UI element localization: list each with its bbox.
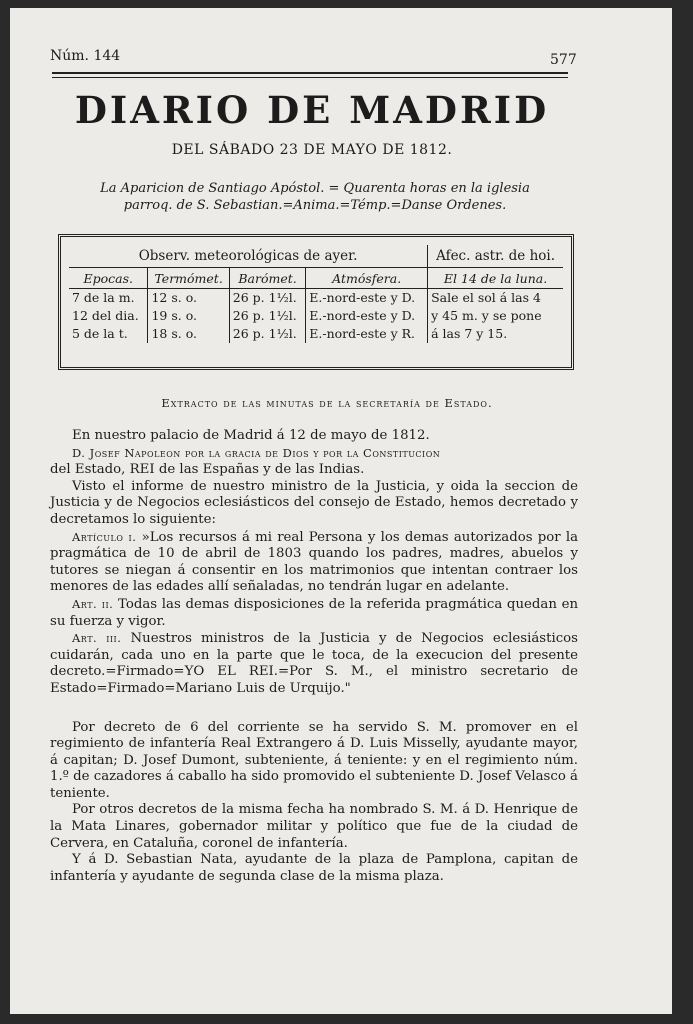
article-2-text: Todas las demas disposiciones de la referida pragmática quedan en su fuerza y vigor. [50,596,579,629]
table-row [69,307,563,325]
table-cell: 26 p. 1½l. [229,289,305,308]
table-cell: 7 de la m. [69,289,148,308]
saints-line-1: La Aparicion de Santiago Apóstol. = Quarenta horas en la iglesia [100,181,530,196]
article-1 [50,529,578,596]
issue-date: DEL SÁBADO 23 DE MAYO DE 1812. [171,142,453,158]
col-header-atmosfera: Atmósfera. [306,268,428,289]
col-header-epocas: Epocas. [69,268,148,289]
news-promotions: Por decreto de 6 del corriente se ha servido S. M. promover en el regimiento de infantería Real Extrangero á D. Luis Misselly, ayudante mayor, á capitan; D. Josef Dumont, subteniente, á teniente: y en el regimiento núm. 1.º de cazadores á caballo ha sido promovido el subteniente D. Josef Velasco á teniente. [50,719,578,801]
astro-cell: Sale el sol á las 4 [428,289,563,308]
weather-table-box [58,234,574,370]
news-appointments-2: Y á D. Sebastian Nata, ayudante de la plaza de Pamplona, capitan de infantería y ayudante de segunda clase de la misma plaza. [50,852,578,884]
newspaper-page [10,8,672,1014]
table-cell: 5 de la t. [69,325,148,343]
table-cell: E.-nord-este y R. [306,325,428,343]
news-appointments: Por otros decretos de la misma fecha ha nombrado S. M. á D. Henrique de la Mata Linares, gobernador militar y político que fue de la ciudad de Cervera, en Cataluña, coronel de infantería. [50,802,578,851]
table-cell: 12 del dia. [69,307,148,325]
table-cell: E.-nord-este y D. [306,289,428,308]
decree-king [50,445,578,463]
table-cell: 26 p. 1½l. [229,307,305,325]
spacer [50,698,578,720]
decree-king-title: D. Josef Napoleon por la gracia de Dios y por la Constitucion [72,445,441,460]
saints-of-day [65,180,565,214]
decree-place-date: En nuestro palacio de Madrid á 12 de mayo de 1812. [72,428,430,443]
astro-cell: á las 7 y 15. [428,325,563,343]
page-number: 577 [550,52,577,68]
table-row [69,325,563,343]
article-body [50,428,578,885]
masthead-title: DIARIO DE MADRID [74,88,550,132]
article-3-label: Art. iii. [72,631,122,646]
table-cell: 26 p. 1½l. [229,325,305,343]
section-title: Extracto de las minutas de la secretaría de Estado. [161,396,493,410]
article-2 [50,596,578,630]
article-3 [50,630,578,697]
article-1-label: Artículo i. [72,529,137,544]
col-header-termometro: Termómet. [148,268,229,289]
article-1-text: »Los recursos á mi real Persona y los demas autorizados por la pragmática de 10 de abril de 1803 quando los padres, madres, abuelos y tutores se niegan á consentir en los matrimonios que intentan contraer los menores de las edades allí señaladas, no tendrán lugar en adelante. [50,529,579,595]
table-cell: 12 s. o. [148,289,229,308]
header-rule [52,72,568,74]
decree-king-cont: del Estado, REI de las Españas y de las Indias. [50,462,365,478]
article-3-text: Nuestros ministros de la Justicia y de Negocios eclesiásticos cuidarán, cada uno en la parte que le toca, de la execucion del presente decreto.=Firmado=YO EL REI.=Por S. M., el ministro secretario de Estado=Firmado=Mariano Luis de Urquijo." [50,631,578,696]
astro-cell: y 45 m. y se pone [428,307,563,325]
weather-group-title: Observ. meteorológicas de ayer. [69,245,428,268]
saints-line-2: parroq. de S. Sebastian.=Anima.=Témp.=Danse Ordenes. [123,198,507,213]
issue-number: Núm. 144 [50,48,121,64]
col-header-luna: El 14 de la luna. [428,268,563,289]
table-cell: 19 s. o. [148,307,229,325]
astro-group-title: Afec. astr. de hoi. [428,245,563,268]
col-header-barometro: Barómet. [229,268,305,289]
decree-preamble: Visto el informe de nuestro ministro de la Justicia, y oida la seccion de Justicia y de Negocios eclesiásticos del consejo de Estado, hemos decretado y decretamos lo siguiente: [50,478,578,527]
header-rule-thin [52,77,568,78]
article-2-label: Art. ii. [72,596,114,611]
table-cell: E.-nord-este y D. [306,307,428,325]
table-cell: 18 s. o. [148,325,229,343]
table-row [69,289,563,308]
weather-table [69,245,563,343]
